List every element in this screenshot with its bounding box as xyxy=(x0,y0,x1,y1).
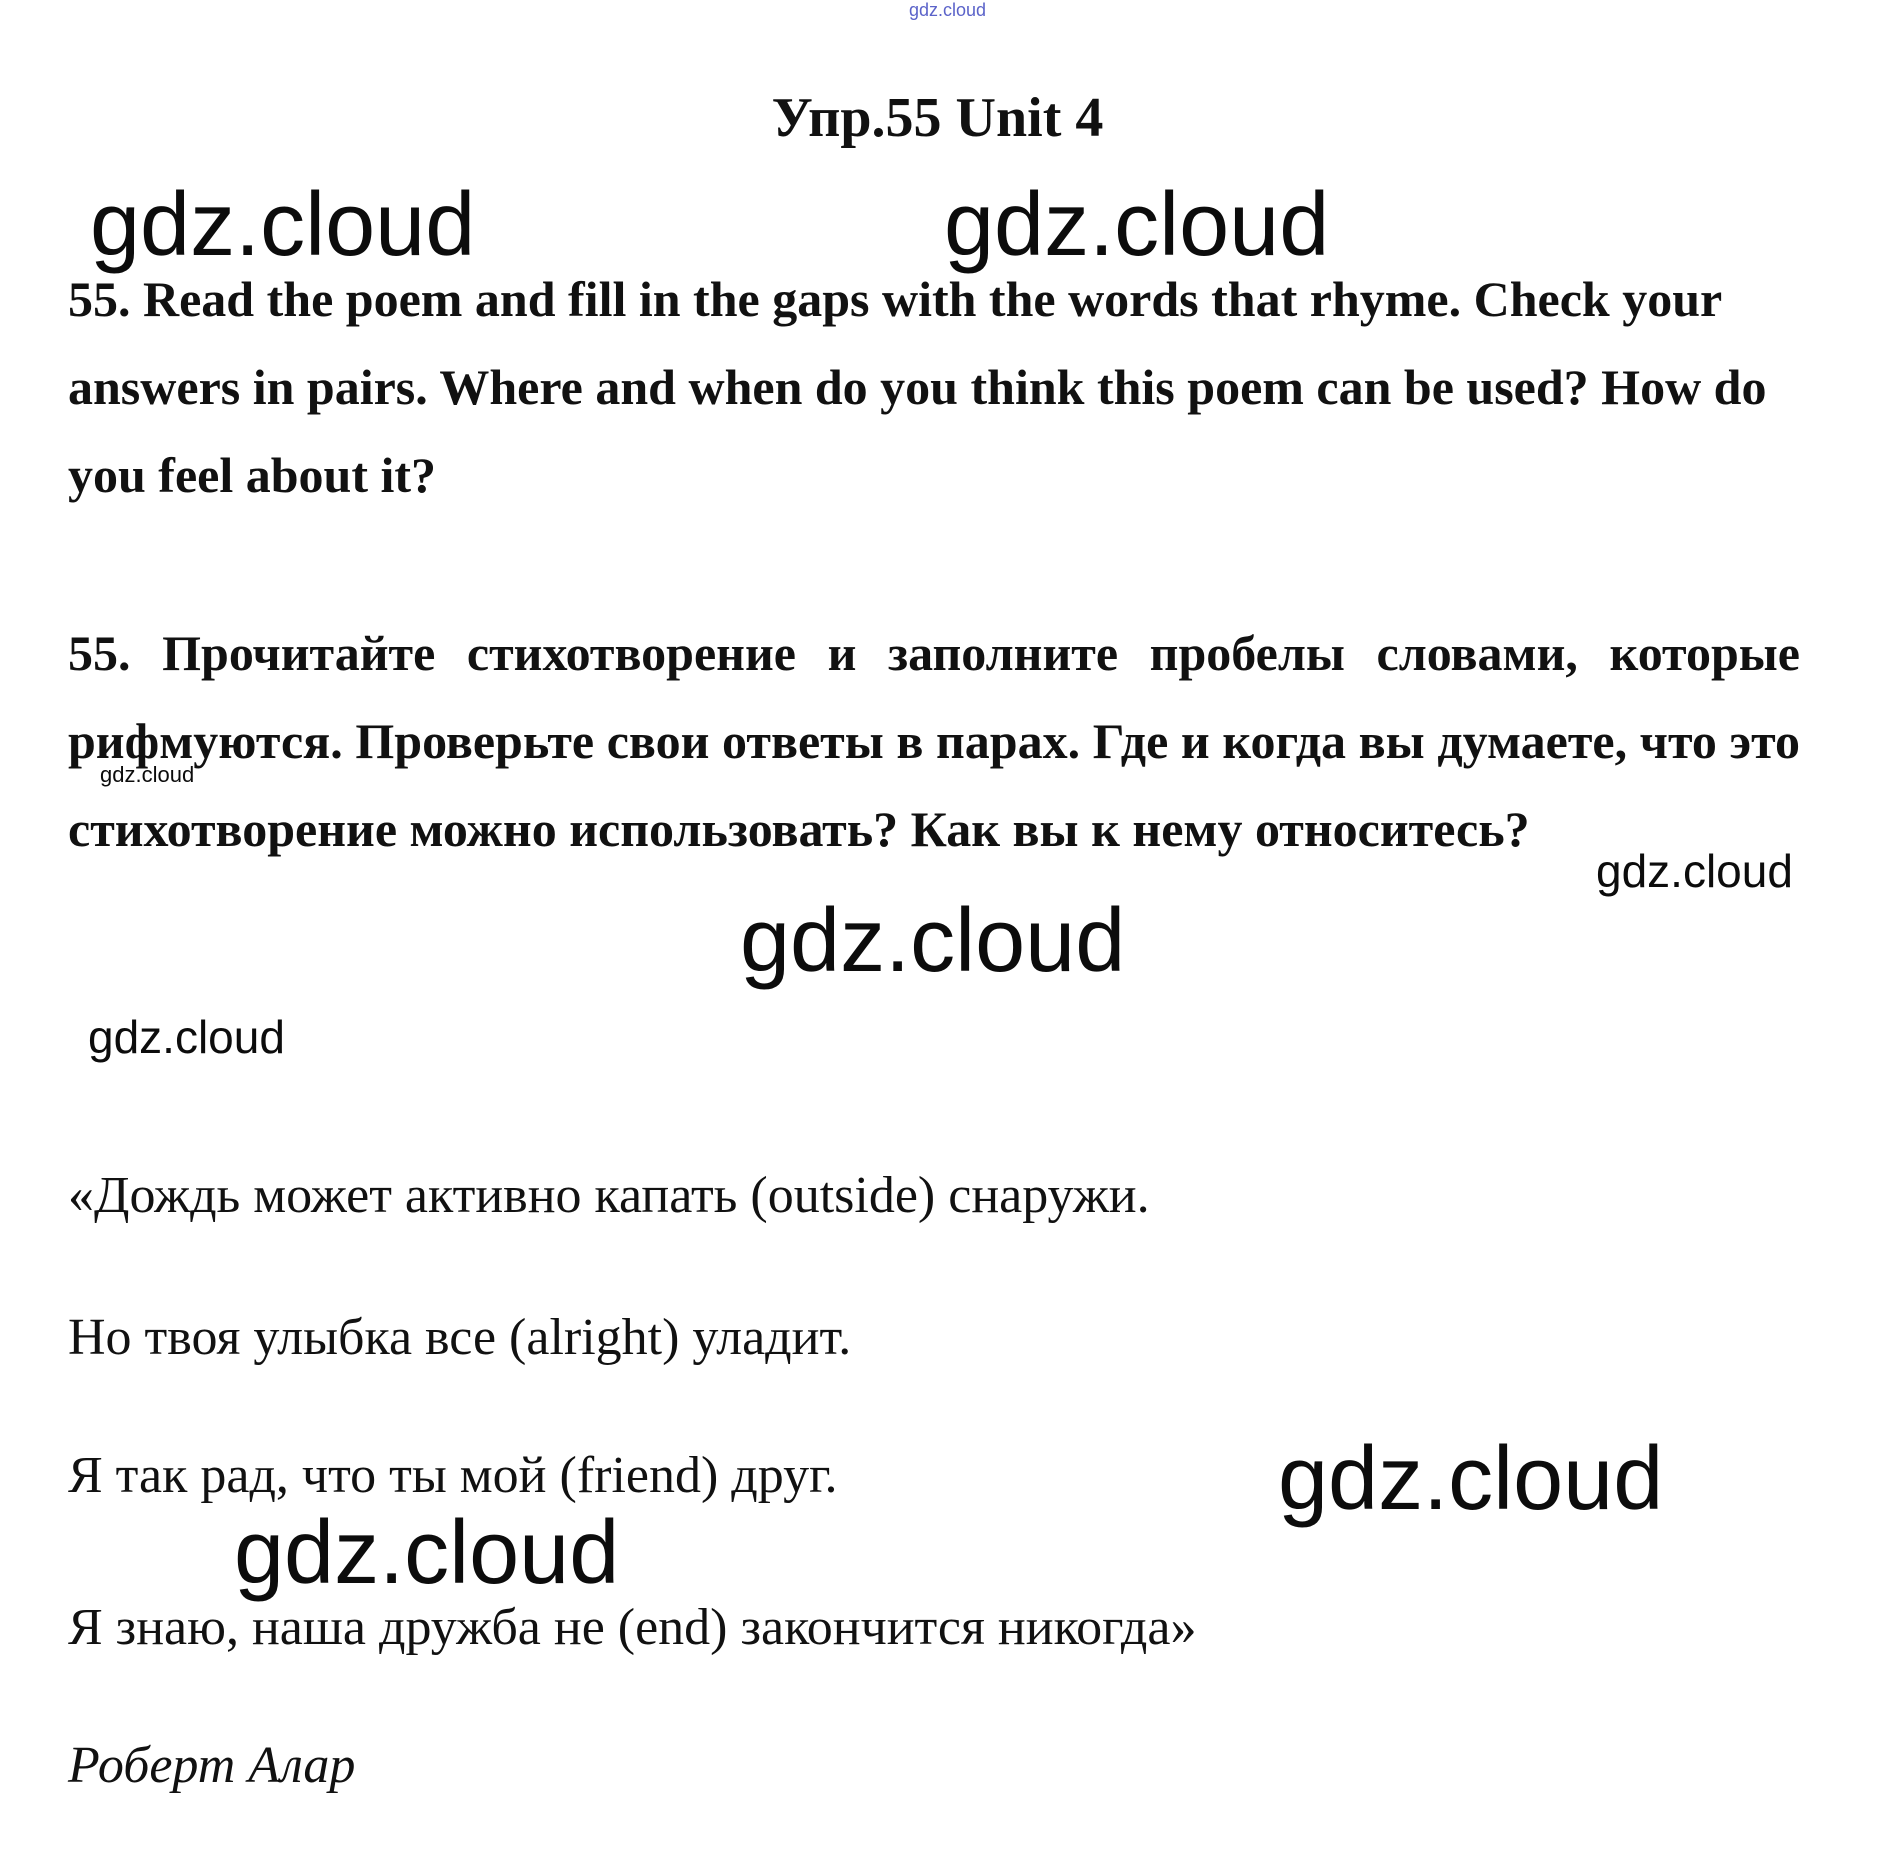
watermark: gdz.cloud xyxy=(234,1503,620,1603)
top-watermark: gdz.cloud xyxy=(908,0,987,20)
poem-author: Роберт Алар xyxy=(68,1737,356,1794)
exercise-title: Упр.55 Unit 4 xyxy=(771,87,1104,149)
poem-line-3: Я так рад, что ты мой (friend) друг. xyxy=(68,1447,838,1504)
poem-line-2: Но твоя улыбка все (alright) уладит. xyxy=(68,1309,852,1366)
watermark: gdz.cloud xyxy=(90,175,476,275)
watermark: gdz.cloud xyxy=(740,891,1126,991)
poem-line-4: Я знаю, наша дружба не (end) закончится никогда» xyxy=(68,1599,1197,1656)
task-english: 55. Read the poem and fill in the gaps with the words that rhyme. Check your answers in pairs. Where and when do you think this poem can be used? How do you feel about it? xyxy=(68,271,1767,503)
task-russian: 55. Прочитайте стихотворение и заполните пробелы словами, которые рифмуются. Проверьте свои ответы в парах. Где и когда вы думаете, что это стихотворение можно использовать? Как вы к нему относитесь? xyxy=(68,625,1800,857)
poem-line-1: «Дождь может активно капать (outside) снаружи. xyxy=(68,1167,1150,1224)
watermark: gdz.cloud xyxy=(88,1011,285,1063)
watermark: gdz.cloud xyxy=(1596,845,1793,897)
watermark: gdz.cloud xyxy=(100,762,195,787)
watermark: gdz.cloud xyxy=(1278,1429,1664,1529)
watermark: gdz.cloud xyxy=(944,175,1330,275)
